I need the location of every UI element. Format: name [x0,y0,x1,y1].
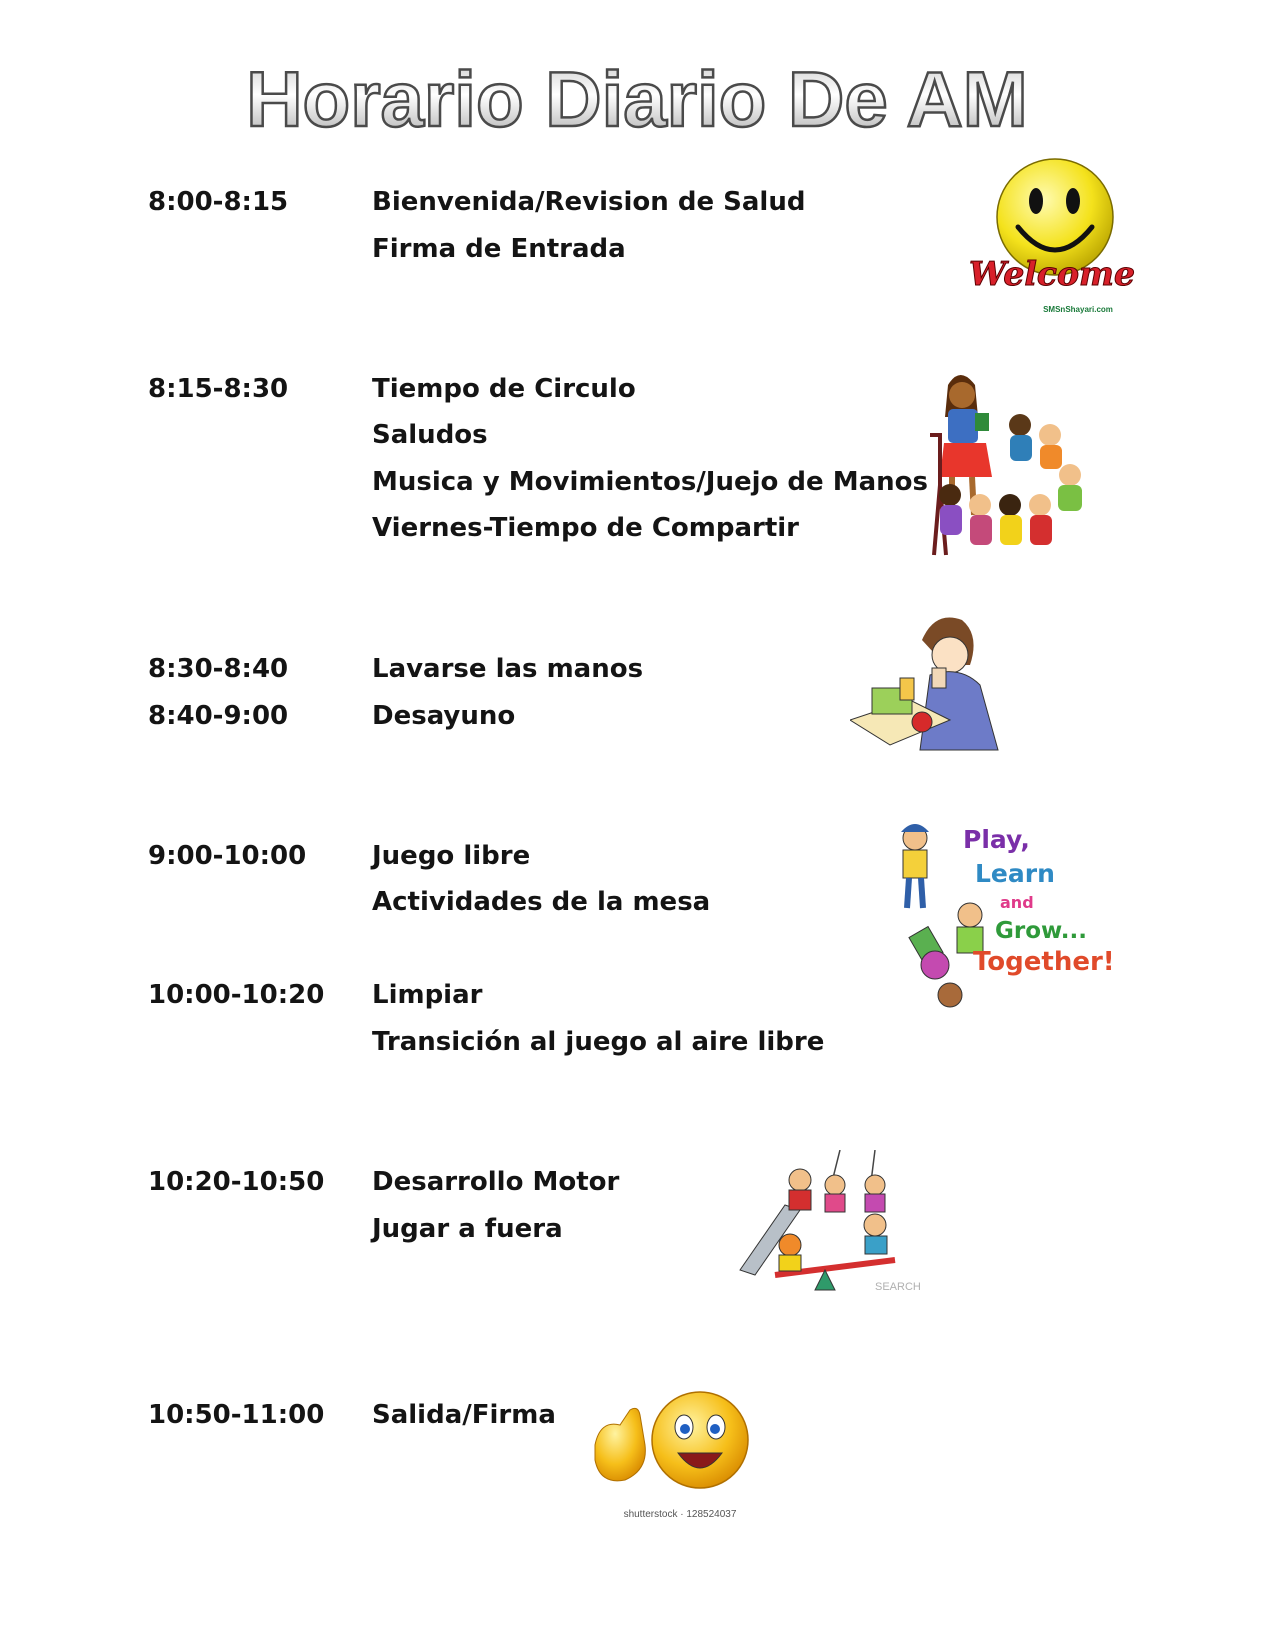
waving-hand-icon [595,1408,645,1481]
welcome-site-credit: SMSnShayari.com [1043,305,1113,314]
grow-word: Grow... [995,918,1088,944]
page-title [0,48,1275,138]
activity-6a: Limpiar [372,980,483,1010]
activity-2c: Musica y Movimientos/Juejo de Manos [372,467,928,497]
activity-8a: Salida/Firma [372,1400,556,1430]
breakfast-illustration [850,610,1010,765]
time-slot-5: 9:00-10:00 [148,841,307,871]
activity-3a: Lavarse las manos [372,654,644,684]
activity-5b: Actividades de la mesa [372,887,711,917]
welcome-word: Welcome [969,254,1135,293]
and-word: and [1000,893,1034,912]
time-slot-7: 10:20-10:50 [148,1167,325,1197]
page-title-text: Horario Diario De AM [246,55,1028,138]
time-slot-8: 10:50-11:00 [148,1400,325,1430]
activity-1a: Bienvenida/Revision de Salud [372,187,806,217]
time-slot-1: 8:00-8:15 [148,187,289,217]
learn-word: Learn [975,859,1055,888]
waving-face-icon [652,1392,748,1488]
activity-6b: Transición al juego al aire libre [372,1027,825,1057]
activity-5a: Juego libre [372,841,531,871]
time-slot-6: 10:00-10:20 [148,980,325,1010]
together-word: Together! [973,947,1115,977]
playground-illustration [725,1150,925,1295]
activity-7a: Desarrollo Motor [372,1167,620,1197]
activity-2a: Tiempo de Circulo [372,374,636,404]
circle-time-illustration [930,365,1090,560]
playground-watermark: SEARCH [875,1281,921,1293]
time-slot-3: 8:30-8:40 [148,654,289,684]
activity-4a: Desayuno [372,701,516,731]
activity-2b: Saludos [372,420,488,450]
welcome-smiley-illustration [960,155,1140,320]
wave-stock-credit: shutterstock · 128524037 [623,1509,737,1520]
page-title-graphic [0,48,1275,138]
time-slot-4: 8:40-9:00 [148,701,289,731]
time-slot-2: 8:15-8:30 [148,374,289,404]
waving-smiley-illustration [590,1385,770,1525]
play-word: Play, [963,825,1030,854]
activity-7b: Jugar a fuera [372,1214,563,1244]
activity-2d: Viernes-Tiempo de Compartir [372,513,799,543]
activity-1b: Firma de Entrada [372,234,626,264]
play-learn-grow-illustration [885,820,1135,1010]
